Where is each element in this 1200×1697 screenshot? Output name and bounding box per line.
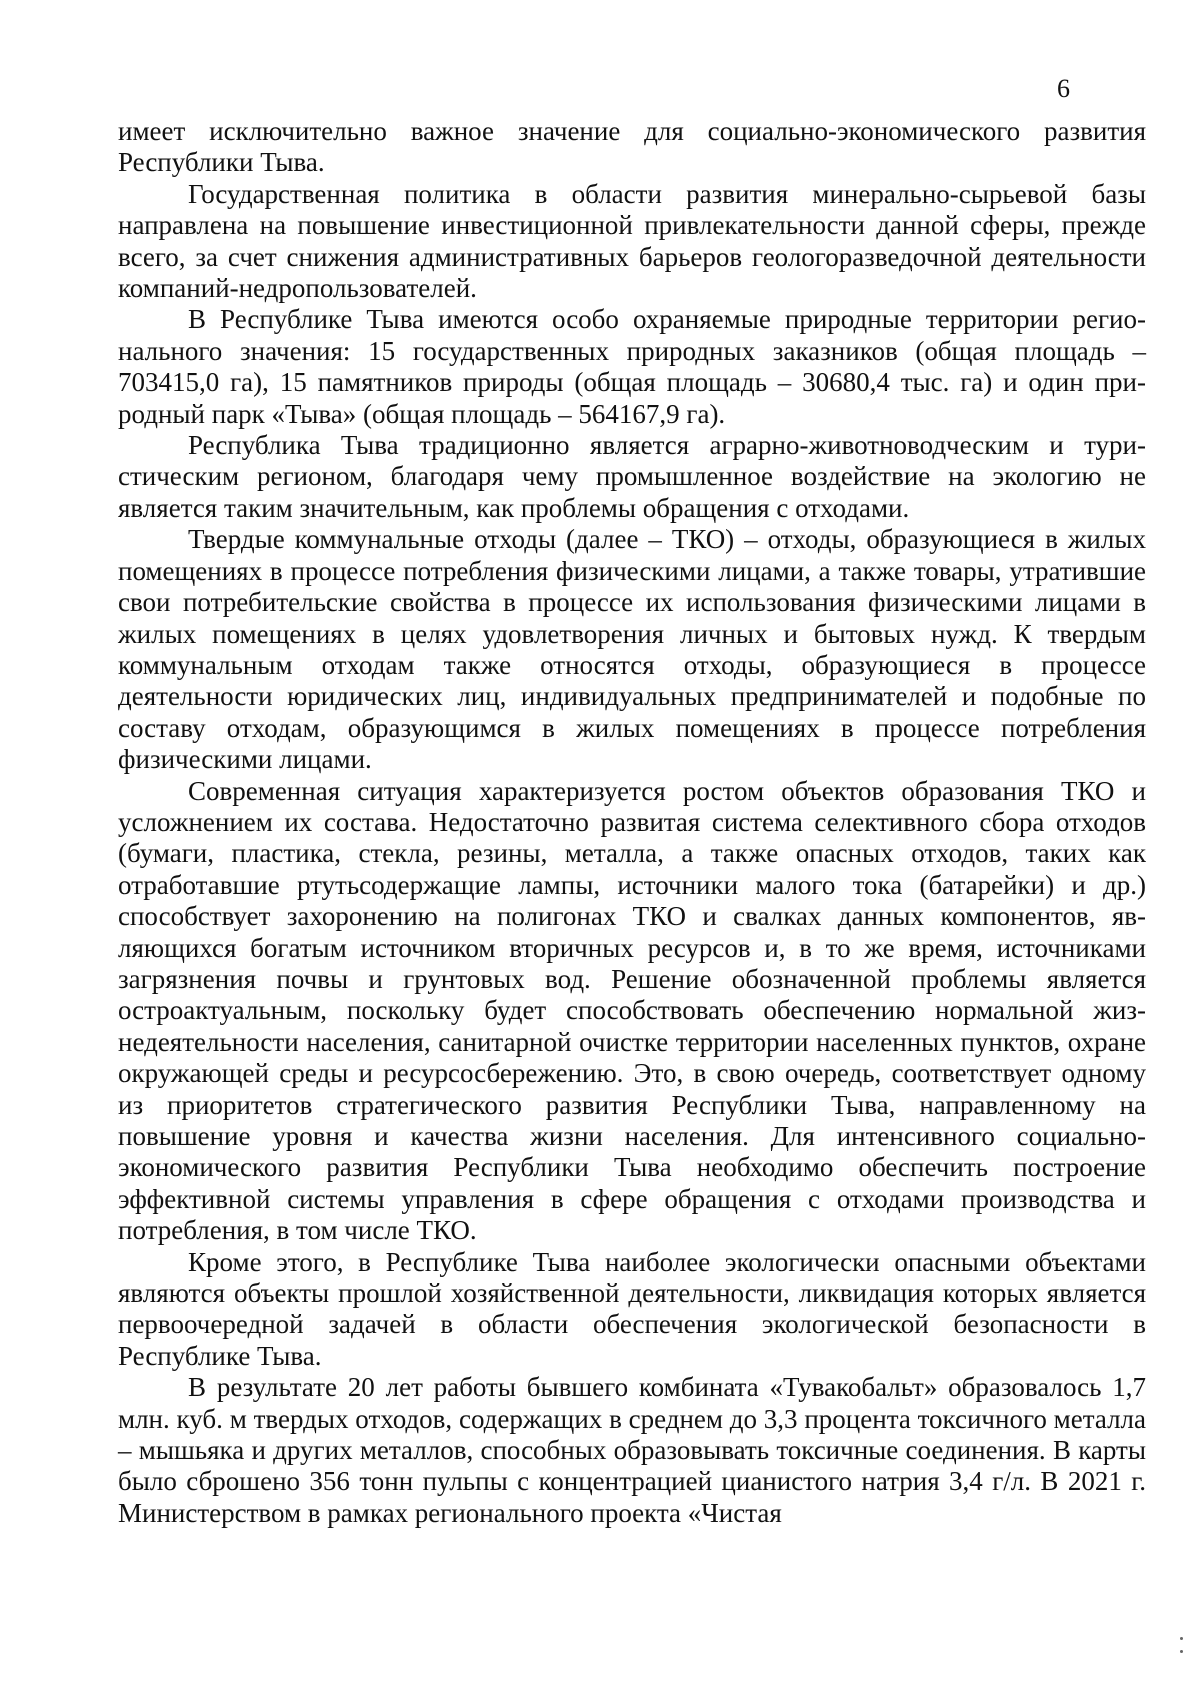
paragraph-agrarian-region: Республика Тыва традиционно является аграрно-животноводческим и туристическим регионом, благодаря чему промышленное воздействие на экологию не является таким значительным, как проблемы обращения с отходами. [118, 430, 1146, 523]
paragraph-legacy-objects: Кроме этого, в Республике Тыва наиболее экологически опасными объектами являются объекты прошлой хозяйственной деятельности, ликвидация которых является первоочередной задачей в области обеспечения экологической безопасности в Республике Тыва. [118, 1246, 1146, 1371]
paragraph-state-policy: Государственная политика в области развития минерально-сырьевой базы направлена на повышение инвестиционной привлекательности данной сферы, прежде всего, за счет снижения административных барьеров геологоразведочной деятельности компаний-недропользователей. [118, 178, 1146, 304]
scan-dot [1180, 1637, 1183, 1640]
page-number: 6 [1057, 74, 1070, 103]
paragraph-solid-waste-definition: Твердые коммунальные отходы (далее – ТКО) – отходы, образующиеся в жилых помещениях в процессе потребления физическими лицами, а также товары, утратившие свои потребительские свойства в процессе их использования физическими лицами в жилых помещениях в целях удовлетворения личных и бытовых нужд. К твердым коммунальным отходам также относятся отходы, образующиеся в процессе деятельности юридических лиц, индивидуальных предпринимателей и подобные по составу отходам, образующимся в жилых помещениях в процессе потребления физическими лицами. [118, 524, 1146, 775]
paragraph-protected-areas: В Республике Тыва имеются особо охраняемые природные территории регионального значения: 15 государственных природных заказников (общая площадь – 703415,0 га), 15 памятников природы (общая площадь – 30680,4 тыс. га) и один природный парк «Тыва» (общая площадь – 564167,9 га). [118, 304, 1146, 429]
paragraph-current-situation: Современная ситуация характеризуется ростом объектов образования ТКО и усложнением их состава. Недостаточно развитая система селективного сбора отходов (бумаги, пластика, стекла, резины, металла, а также опасных отходов, таких как отработавшие ртутьсодержащие лампы, источники малого тока (батарейки) и др.) способствует захоронению на полигонах ТКО и свалках данных компонентов, являющихся богатым источником вторичных ресурсов и, в то же время, источниками загрязнения почвы и грунтовых вод. Решение обозначенной проблемы является остроактуальным, поскольку будет способствовать обеспечению нормальной жизнедеятельности населения, санитарной очистке территории населенных пунктов, охране окружающей среды и ресурсосбережению. Это, в свою очередь, соответствует одному из приоритетов стратегического развития Республики Тыва, направленному на повышение уровня и качества жизни населения. Для интенсивного социально-экономического развития Республики Тыва необходимо обеспечить построение эффективной системы управления в сфере обращения с отходами производства и потребления, в том числе ТКО. [118, 775, 1146, 1246]
document-body [118, 116, 1146, 1529]
scan-edge-marks [1180, 1637, 1186, 1677]
paragraph-continuation: имеет исключительно важное значение для социально-экономического развития Республики Тыва. [118, 116, 1146, 178]
scan-dot [1180, 1650, 1183, 1653]
paragraph-tuvacobalt: В результате 20 лет работы бывшего комбината «Тувакобальт» образовалось 1,7 млн. куб. м твердых отходов, содержащих в среднем до 3,3 процента токсичного металла – мышьяка и других металлов, способных образовывать токсичные соединения. В карты было сброшено 356 тонн пульпы с концентрацией цианистого натрия 3,4 г/л. В 2021 г. Министерством в рамках регионального проекта «Чистая [118, 1372, 1146, 1528]
